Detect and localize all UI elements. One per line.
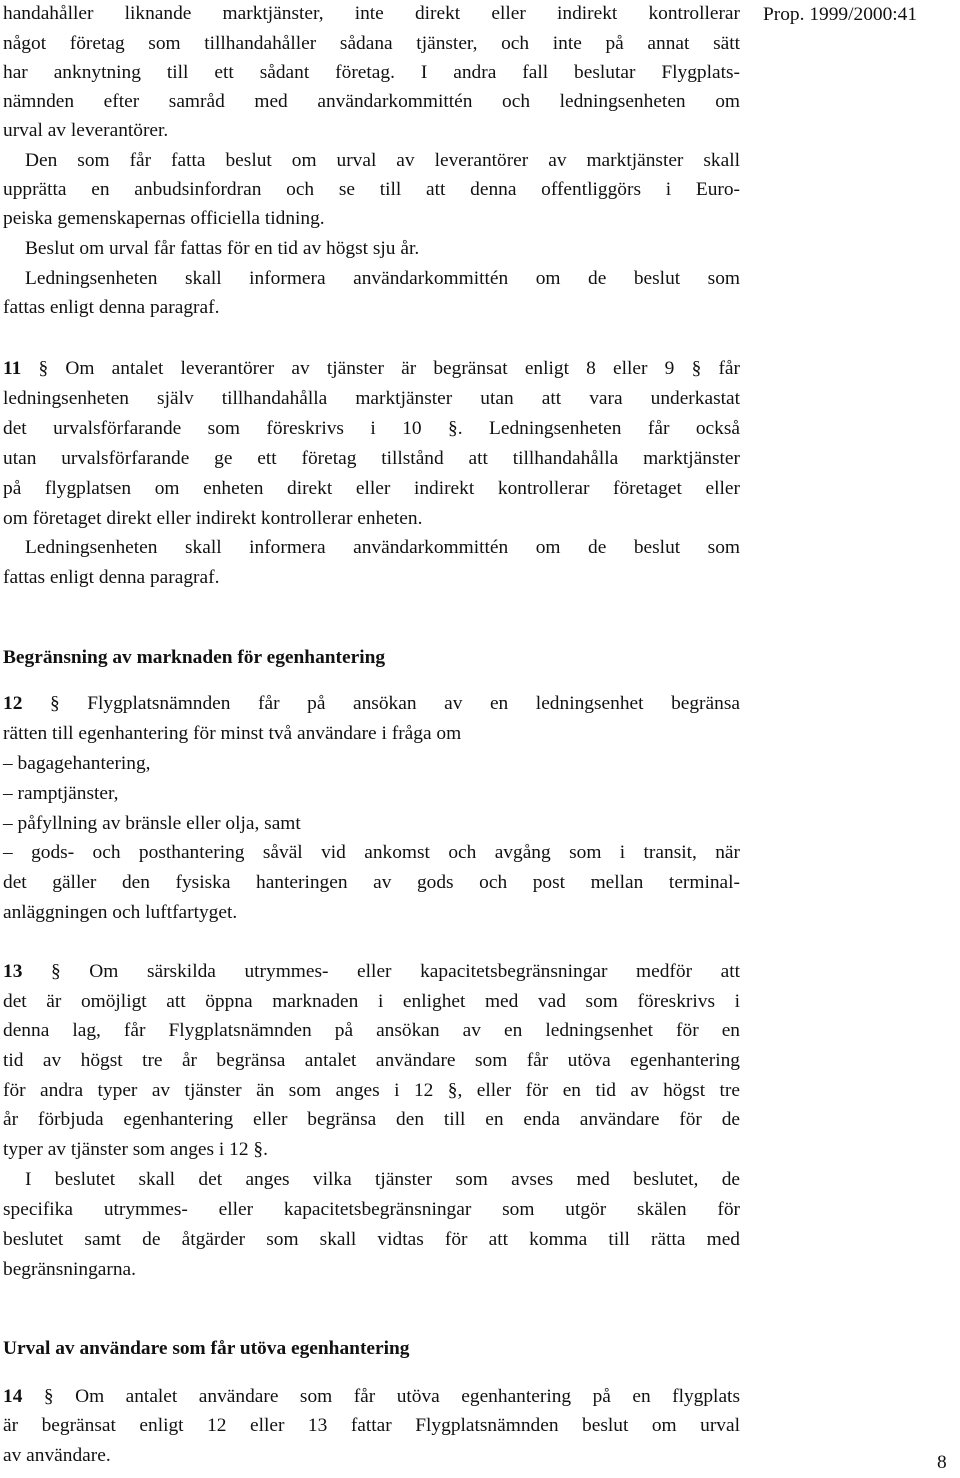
text-line: det urvalsförfarande som föreskrivs i 10 §. Ledningsenheten får också: [3, 418, 740, 439]
section-text: Om antalet användare som får utöva egenhantering på en flygplats: [75, 1386, 740, 1407]
section-number: 12: [3, 693, 23, 714]
section-sign: §: [38, 358, 49, 379]
section-12-first-line: [3, 689, 740, 719]
section-sign: §: [691, 358, 702, 379]
text-line: det gäller den fysiska hanteringen av gods och post mellan terminal-: [3, 872, 740, 893]
section-14-first-line: [3, 1382, 740, 1412]
text-line: begränsningarna.: [3, 1259, 136, 1280]
text-line: nämnden efter samråd med användarkommittén och ledningsenheten om: [3, 91, 740, 112]
text-line: Ledningsenheten skall informera användarkommittén om de beslut som: [25, 268, 740, 289]
text-line: handahåller liknande marktjänster, inte direkt eller indirekt kontrollerar: [3, 3, 740, 24]
text-line: typer av tjänster som anges i 12 §.: [3, 1139, 268, 1160]
text-line: Ledningsenheten skall informera användarkommittén om de beslut som: [25, 537, 740, 558]
list-item: – gods- och posthantering såväl vid ankomst och avgång som i transit, när: [3, 842, 740, 863]
section-text: Om antalet leverantörer av tjänster är begränsat enligt 8 eller 9: [65, 358, 675, 379]
text-line: är begränsat enligt 12 eller 13 fattar Flygplatsnämnden beslut om urval: [3, 1415, 740, 1436]
text-line: ledningsenheten själv tillhandahålla marktjänster utan att vara underkastat: [3, 388, 740, 409]
section-text: Om särskilda utrymmes- eller kapacitetsbegränsningar medför att: [89, 961, 740, 982]
text-line: I beslutet skall det anges vilka tjänster som avses med beslutet, de: [25, 1169, 740, 1190]
section-sign: §: [43, 1386, 54, 1407]
text-line: tid av högst tre år begränsa antalet användare som får utöva egenhantering: [3, 1050, 740, 1071]
text-line: Den som får fatta beslut om urval av leverantörer av marktjänster skall: [25, 150, 740, 171]
section-sign: §: [50, 961, 61, 982]
section-sign: §: [49, 693, 60, 714]
section-number: 11: [3, 358, 22, 379]
text-line: av användare.: [3, 1445, 111, 1466]
text-line: något företag som tillhandahåller sådana tjänster, och inte på annat sätt: [3, 33, 740, 54]
text-line: på flygplatsen om enheten direkt eller indirekt kontrollerar företaget eller: [3, 478, 740, 499]
text-line: fattas enligt denna paragraf.: [3, 297, 220, 318]
list-item: – ramptjänster,: [3, 783, 119, 804]
section-13-first-line: [3, 957, 740, 987]
text-line: för andra typer av tjänster än som anges i 12 §, eller för en tid av högst tre: [3, 1080, 740, 1101]
list-item: – bagagehantering,: [3, 753, 151, 774]
section-text: får: [718, 358, 740, 379]
text-line: peiska gemenskapernas officiella tidning.: [3, 208, 325, 229]
text-line: urval av leverantörer.: [3, 120, 169, 141]
section-number: 13: [3, 961, 23, 982]
text-line: det är omöjligt att öppna marknaden i enlighet med vad som föreskrivs i: [3, 991, 740, 1012]
text-line: upprätta en anbudsinfordran och se till att denna offentliggörs i Euro-: [3, 179, 740, 200]
page-number: 8: [937, 1452, 947, 1473]
text-line: specifika utrymmes- eller kapacitetsbegränsningar som utgör skälen för: [3, 1199, 740, 1220]
text-line: Beslut om urval får fattas för en tid av högst sju år.: [25, 238, 420, 259]
text-line: har anknytning till ett sådant företag. I andra fall beslutar Flygplats-: [3, 62, 740, 83]
text-line: rätten till egenhantering för minst två användare i fråga om: [3, 723, 462, 744]
section-heading: Urval av användare som får utöva egenhantering: [3, 1338, 410, 1359]
text-line: beslutet samt de åtgärder som skall vidtas för att komma till rätta med: [3, 1229, 740, 1250]
margin-reference: Prop. 1999/2000:41: [763, 4, 918, 25]
text-line: anläggningen och luftfartyget.: [3, 902, 238, 923]
section-11-first-line: [3, 354, 740, 384]
section-heading: Begränsning av marknaden för egenhantering: [3, 647, 386, 668]
text-line: år förbjuda egenhantering eller begränsa den till en enda användare för de: [3, 1109, 740, 1130]
text-line: fattas enligt denna paragraf.: [3, 567, 220, 588]
text-line: utan urvalsförfarande ge ett företag tillstånd att tillhandahålla marktjänster: [3, 448, 740, 469]
text-line: denna lag, får Flygplatsnämnden på ansökan av en ledningsenhet för en: [3, 1020, 740, 1041]
text-line: om företaget direkt eller indirekt kontrollerar enheten.: [3, 508, 423, 529]
section-text: Flygplatsnämnden får på ansökan av en ledningsenhet begränsa: [87, 693, 740, 714]
section-number: 14: [3, 1386, 23, 1407]
list-item: – påfyllning av bränsle eller olja, samt: [3, 813, 301, 834]
